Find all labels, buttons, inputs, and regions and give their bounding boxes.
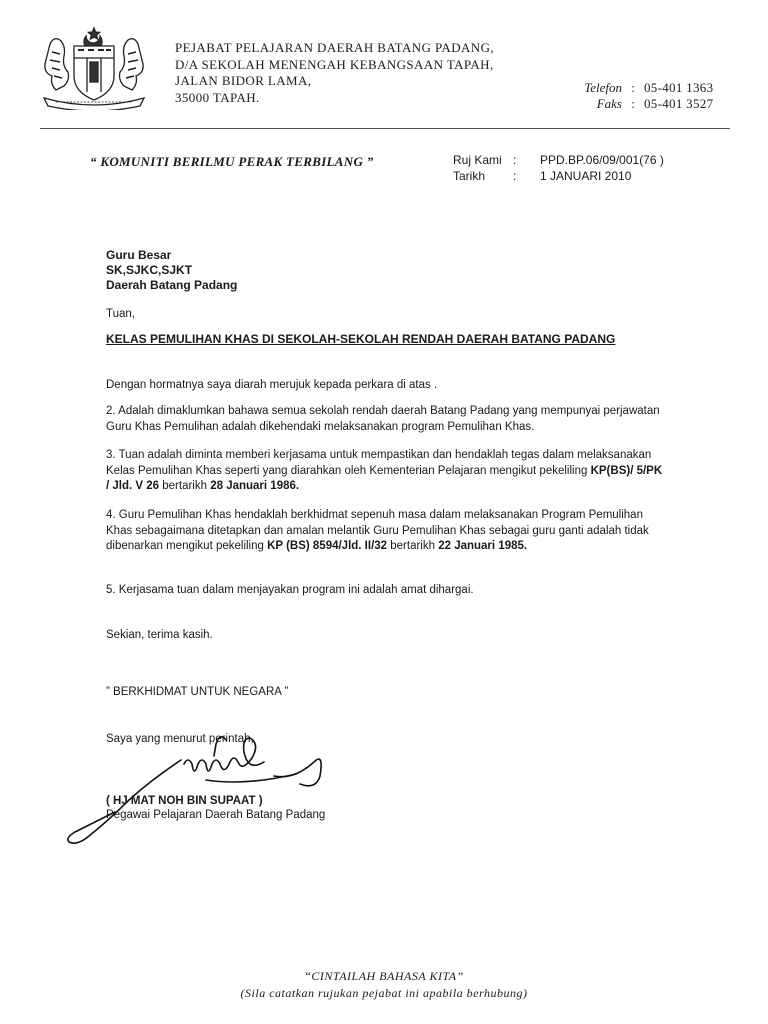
- paragraph-text: bertarikh: [387, 540, 439, 552]
- separator: :: [631, 96, 635, 111]
- faks-value: 05-401 3527: [644, 96, 714, 111]
- circular-date: 28 Januari 1986.: [210, 480, 300, 492]
- salutation: Tuan,: [106, 308, 135, 320]
- paragraph-text: 3. Tuan adalah diminta memberi kerjasama untuk mempastikan dan hendaklah tegas dalam melaksanakan Kelas Pemulihan Khas seperti yang diarahkan oleh Kementerian Pelajaran mengikut pekeliling: [106, 449, 652, 477]
- telefon-value: 05-401 1363: [644, 80, 714, 95]
- tarikh-value: 1 JANUARI 2010: [540, 169, 632, 183]
- closing-obedient: Saya yang menurut perintah,: [106, 733, 254, 745]
- addressee: [106, 248, 666, 293]
- circular-date: 22 Januari 1985.: [438, 540, 528, 552]
- header-divider: [40, 128, 730, 129]
- tarikh-row: [453, 168, 664, 184]
- closing-slogan: ” BERKHIDMAT UNTUK NEGARA ”: [106, 686, 289, 698]
- paragraph-intro: Dengan hormatnya saya diarah merujuk kepada perkara di atas .: [106, 379, 438, 391]
- ruj-row: [453, 152, 664, 168]
- reference-block: [453, 152, 664, 184]
- office-address: [175, 40, 494, 106]
- handwritten-signature: [56, 720, 346, 855]
- circular-reference: KP (BS) 8594/Jld. II/32: [267, 540, 388, 552]
- separator: :: [513, 153, 517, 167]
- subject-heading: KELAS PEMULIHAN KHAS DI SEKOLAH-SEKOLAH RENDAH DAERAH BATANG PADANG: [106, 332, 616, 346]
- contact-info: [575, 80, 713, 112]
- signatory-name: ( HJ MAT NOH BIN SUPAAT ): [106, 795, 263, 807]
- paragraph-text: 4. Guru Pemulihan Khas hendaklah berkhidmat sepenuh masa dalam melaksanakan Program Pemulihan Khas sebagaimana ditetapkan dan amalan melantik Guru Pemulihan Khas sebagai guru ganti adalah tidak dibenarkan mengikut pekeliling: [106, 509, 649, 552]
- faks-row: [575, 96, 713, 112]
- addressee-line: Guru Besar: [106, 248, 172, 262]
- addressee-line: Daerah Batang Padang: [106, 278, 238, 292]
- faks-label: Faks: [596, 96, 622, 111]
- paragraph-4: [106, 508, 666, 555]
- motto: “ KOMUNITI BERILMU PERAK TERBILANG ”: [90, 154, 374, 169]
- paragraph-3: [106, 448, 666, 495]
- ruj-value: PPD.BP.06/09/001(76 ): [540, 153, 664, 167]
- circular-reference: KP(BS)/ 5/PK / Jld. V 26: [106, 464, 663, 492]
- tarikh-label: Tarikh: [453, 169, 486, 183]
- addressee-line: SK,SJKC,SJKT: [106, 263, 193, 277]
- footer: [0, 968, 768, 1002]
- footer-note: (Sila catatkan rujukan pejabat ini apabila berhubung): [240, 986, 528, 1000]
- telefon-row: [575, 80, 713, 96]
- paragraph-2: 2. Adalah dimaklumkan bahawa semua sekolah rendah daerah Batang Padang yang mempunyai perjawatan Guru Khas Pemulihan adalah dikehendaki melaksanakan program Pemulihan Khas.: [106, 405, 660, 433]
- paragraph-text: bertarikh: [159, 480, 211, 492]
- telefon-label: Telefon: [584, 80, 622, 95]
- closing-thanks: Sekian, terima kasih.: [106, 629, 213, 641]
- paragraph-5: 5. Kerjasama tuan dalam menjayakan program ini adalah amat dihargai.: [106, 584, 474, 596]
- address-line: JALAN BIDOR LAMA,: [175, 73, 312, 88]
- footer-slogan: “CINTAILAH BAHASA KITA”: [304, 969, 464, 983]
- ruj-label: Ruj Kami: [453, 153, 502, 167]
- separator: :: [513, 169, 517, 183]
- coat-of-arms-icon: [36, 24, 152, 110]
- address-line: D/A SEKOLAH MENENGAH KEBANGSAAN TAPAH,: [175, 56, 494, 72]
- address-line: 35000 TAPAH.: [175, 89, 260, 105]
- separator: :: [631, 80, 635, 95]
- signatory-title: Pegawai Pelajaran Daerah Batang Padang: [106, 809, 326, 821]
- address-line: PEJABAT PELAJARAN DAERAH BATANG PADANG,: [175, 40, 495, 55]
